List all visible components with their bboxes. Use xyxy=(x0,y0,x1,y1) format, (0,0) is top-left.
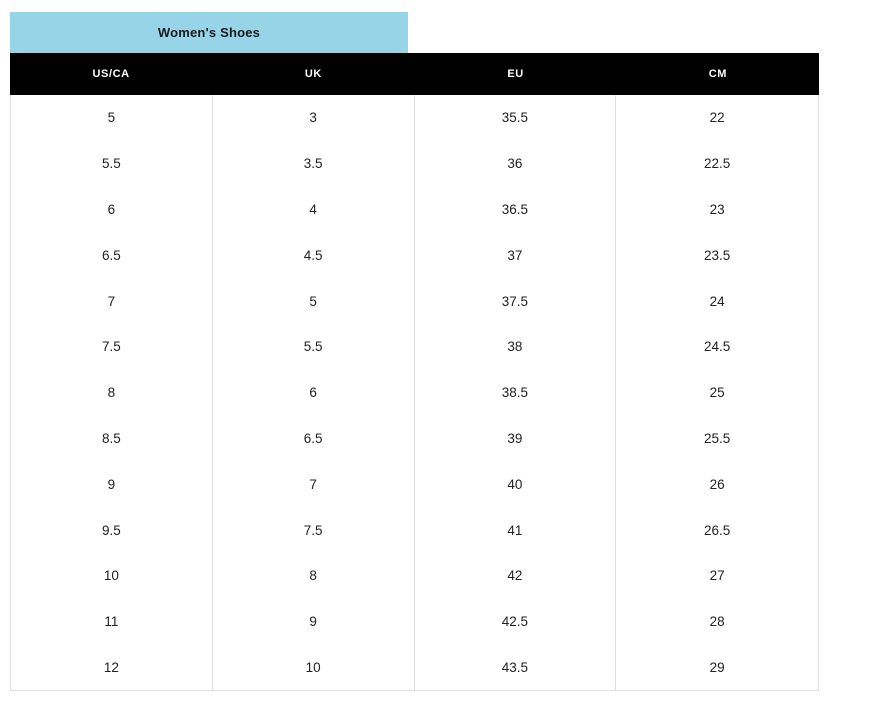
table-cell: 29 xyxy=(709,659,725,675)
table-row xyxy=(11,278,818,324)
table-cell: 42.5 xyxy=(415,599,617,645)
table-cell: 11 xyxy=(11,599,213,645)
table-cell: 22 xyxy=(709,110,725,126)
table-cell: 8.5 xyxy=(11,416,213,462)
table-row xyxy=(11,599,818,645)
table-cell: 4.5 xyxy=(213,232,415,278)
table-row xyxy=(11,232,818,278)
table-cell: 38 xyxy=(415,324,617,370)
table-cell: 7.5 xyxy=(11,324,213,370)
table-cell: 6.5 xyxy=(213,416,415,462)
table-cell: 24.5 xyxy=(703,339,731,355)
table-cell: 37 xyxy=(415,232,617,278)
table-cell: 9 xyxy=(11,461,213,507)
table-cell: 6.5 xyxy=(11,232,213,278)
table-row xyxy=(11,187,818,233)
column-header-eu: EU xyxy=(507,68,524,80)
size-table-header xyxy=(10,53,819,95)
table-cell: 6 xyxy=(11,187,213,233)
table-cell: 36.5 xyxy=(415,187,617,233)
table-cell: 28 xyxy=(709,614,725,630)
table-row xyxy=(11,645,818,691)
table-cell: 5 xyxy=(213,278,415,324)
table-cell: 7 xyxy=(11,278,213,324)
table-cell: 24 xyxy=(709,293,725,309)
table-cell: 27 xyxy=(709,568,725,584)
table-cell: 5.5 xyxy=(213,324,415,370)
table-cell: 5.5 xyxy=(11,141,213,187)
table-row xyxy=(11,141,818,187)
table-cell: 3 xyxy=(213,95,415,141)
column-header-uk: UK xyxy=(304,68,322,80)
table-row xyxy=(11,553,818,599)
table-cell: 39 xyxy=(415,416,617,462)
table-cell: 36 xyxy=(415,141,617,187)
table-row xyxy=(11,95,818,141)
table-cell: 4 xyxy=(213,187,415,233)
table-cell: 22.5 xyxy=(703,156,731,172)
table-cell: 43.5 xyxy=(415,645,617,691)
table-cell: 9 xyxy=(213,599,415,645)
table-cell: 12 xyxy=(11,645,213,691)
table-cell: 40 xyxy=(415,461,617,507)
women-shoes-tab xyxy=(10,12,408,53)
table-cell: 10 xyxy=(213,645,415,691)
table-cell: 35.5 xyxy=(415,95,617,141)
table-row xyxy=(11,416,818,462)
column-header-us-ca: US/CA xyxy=(92,68,130,80)
column-header-cm: CM xyxy=(708,68,728,80)
table-row xyxy=(11,461,818,507)
table-cell: 10 xyxy=(11,553,213,599)
table-row xyxy=(11,507,818,553)
table-cell: 8 xyxy=(11,370,213,416)
table-cell: 23 xyxy=(709,201,725,217)
size-table-body xyxy=(10,95,819,691)
table-cell: 7 xyxy=(213,461,415,507)
table-cell: 37.5 xyxy=(415,278,617,324)
table-cell: 26.5 xyxy=(703,522,731,538)
table-cell: 6 xyxy=(213,370,415,416)
women-shoes-tab-label: Women's Shoes xyxy=(157,25,261,40)
table-cell: 3.5 xyxy=(213,141,415,187)
table-cell: 9.5 xyxy=(11,507,213,553)
table-cell: 8 xyxy=(213,553,415,599)
table-cell: 7.5 xyxy=(213,507,415,553)
table-cell: 42 xyxy=(415,553,617,599)
table-cell: 41 xyxy=(415,507,617,553)
table-cell: 5 xyxy=(11,95,213,141)
table-cell: 38.5 xyxy=(415,370,617,416)
table-cell: 25 xyxy=(709,385,725,401)
table-cell: 23.5 xyxy=(703,247,731,263)
table-cell: 25.5 xyxy=(703,430,731,446)
table-cell: 26 xyxy=(709,476,725,492)
table-row xyxy=(11,370,818,416)
table-row xyxy=(11,324,818,370)
